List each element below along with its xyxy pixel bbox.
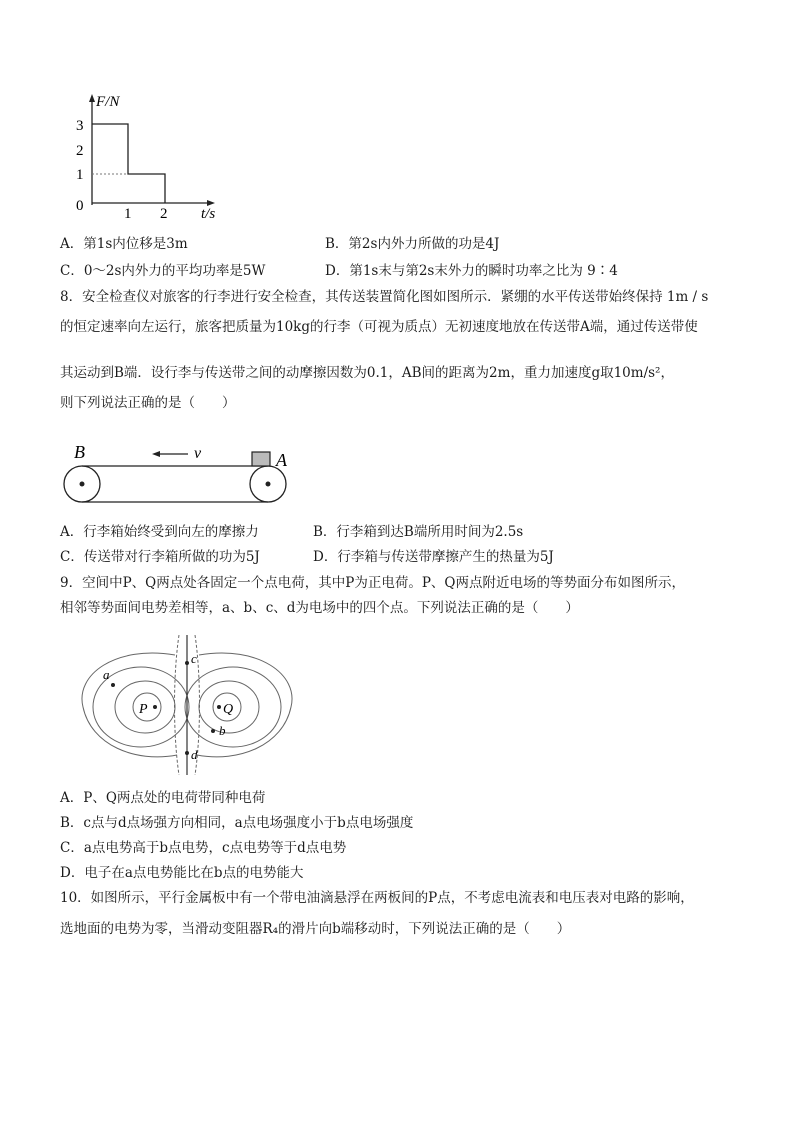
- x-tick-2: 2: [160, 206, 168, 220]
- point-b: b: [219, 723, 226, 738]
- point-q: Q: [223, 702, 234, 717]
- q9-stem-line-1: 9．空间中P、Q两点处各固定一个点电荷，其中P为正电荷。P、Q两点附近电场的等势面分布如图所示，: [60, 575, 685, 591]
- q8-option-b: B．行李箱到达B端所用时间为2.5s: [313, 524, 524, 540]
- x-tick-1: 1: [124, 206, 132, 220]
- velocity-arrow: [152, 451, 160, 457]
- velocity-label: v: [194, 445, 202, 462]
- x-axis-label: t/s: [201, 206, 216, 220]
- point-a: a: [103, 667, 110, 682]
- y-tick-1: 1: [76, 167, 84, 183]
- point-d: d: [191, 747, 198, 762]
- q9-option-d: D．电子在a点电势能比在b点的电势能大: [60, 865, 304, 881]
- q8-stem-line-2: 的恒定速率向左运行，旅客把质量为10kg的行李（可视为质点）无初速度地放在传送带A端，通过传送带使: [60, 319, 698, 335]
- origin-label: 0: [76, 198, 84, 214]
- force-step-line: [92, 124, 165, 203]
- q10-stem-line-1: 10．如图所示，平行金属板中有一个带电油滴悬浮在两板间的P点，不考虑电流表和电压表对电路的影响，: [60, 890, 694, 906]
- q10-stem-line-2: 选地面的电势为零，当滑动变阻器R₄的滑片向b端移动时，下列说法正确的是（ ）: [60, 921, 571, 937]
- q8-option-c: C．传送带对行李箱所做的功为5J: [60, 549, 260, 565]
- q8-stem-line-1: 8．安全检查仪对旅客的行李进行安全检查，其传送装置简化图如图所示．紧绷的水平传送带始终保持 1m / s: [60, 289, 709, 305]
- q7-option-d: D．第1s末与第2s末外力的瞬时功率之比为 9∶4: [325, 263, 618, 279]
- q8-stem-line-3: 其运动到B端．设行李与传送带之间的动摩擦因数为0.1，AB间的距离为2m，重力加速度g取10m/s²，: [60, 365, 674, 381]
- q7-option-b: B．第2s内外力所做的功是4J: [325, 236, 500, 252]
- conveyor-belt-figure: [60, 440, 300, 510]
- y-tick-2: 2: [76, 143, 84, 159]
- q8-stem-line-4: 则下列说法正确的是（ ）: [60, 395, 236, 411]
- q7-option-a: A．第1s内位移是3m: [60, 236, 188, 252]
- label-a: A: [276, 450, 287, 470]
- q9-stem-line-2: 相邻等势面间电势差相等，a、b、c、d为电场中的四个点。下列说法正确的是（ ）: [60, 600, 579, 616]
- y-axis-label: F/N: [96, 94, 120, 110]
- force-time-graph: [60, 90, 240, 220]
- q9-option-a: A．P、Q两点处的电荷带同种电荷: [60, 790, 266, 806]
- y-tick-3: 3: [76, 118, 84, 134]
- y-axis-arrow: [89, 94, 95, 102]
- q7-option-c: C．0～2s内外力的平均功率是5W: [60, 263, 266, 279]
- point-p: P: [139, 702, 148, 717]
- q9-option-b: B．c点与d点场强方向相同，a点电场强度小于b点电场强度: [60, 815, 414, 831]
- q9-option-c: C．a点电势高于b点电势，c点电势等于d点电势: [60, 840, 347, 856]
- q8-option-a: A．行李箱始终受到向左的摩擦力: [60, 524, 259, 540]
- luggage-box: [252, 452, 270, 466]
- q8-option-d: D．行李箱与传送带摩擦产生的热量为5J: [313, 549, 554, 565]
- equipotential-figure: [75, 635, 305, 775]
- point-c: c: [191, 651, 197, 666]
- label-b: B: [74, 442, 85, 462]
